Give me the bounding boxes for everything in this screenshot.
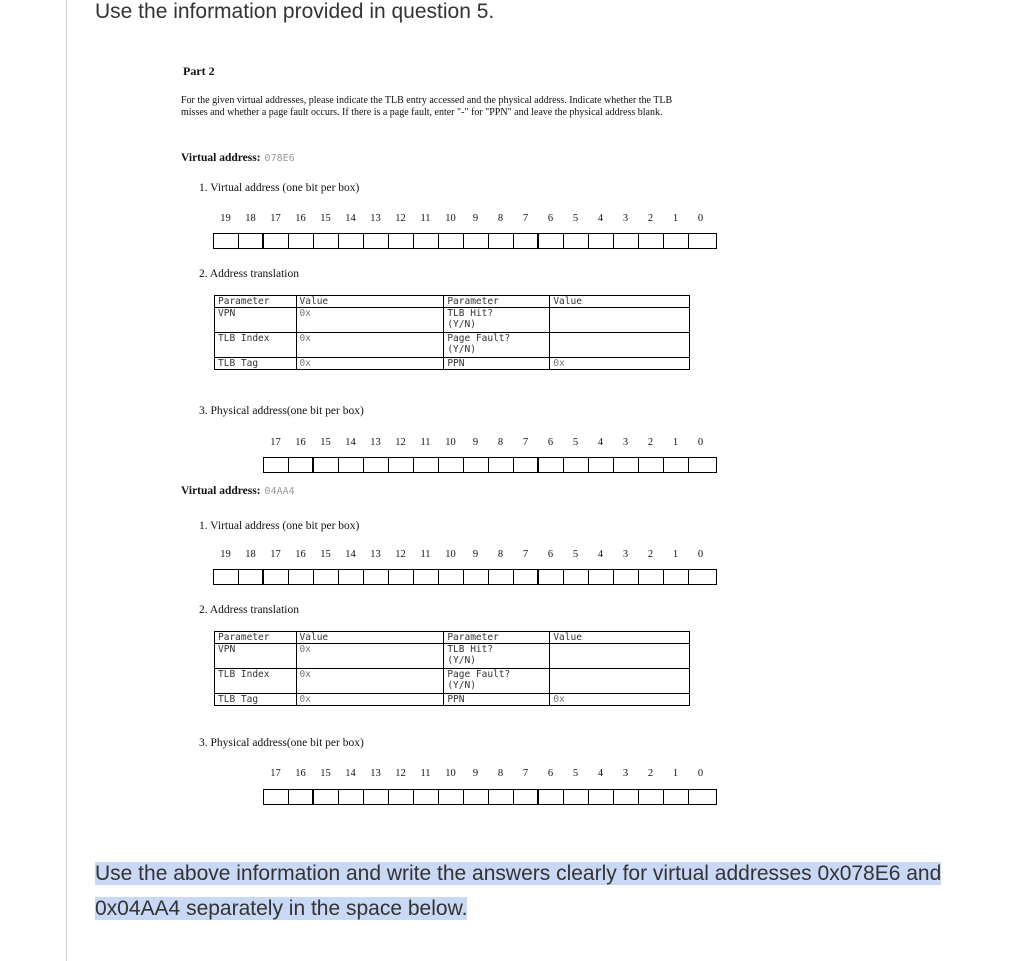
bit-number: 16 bbox=[295, 213, 306, 224]
bit-number: 5 bbox=[572, 768, 579, 779]
bit-box[interactable] bbox=[439, 458, 464, 472]
bit-number: 0 bbox=[697, 549, 704, 560]
bit-number: 15 bbox=[320, 213, 331, 224]
bit-box[interactable] bbox=[614, 790, 639, 804]
bit-number: 15 bbox=[320, 549, 331, 560]
bit-number: 7 bbox=[522, 213, 529, 224]
va-bit-numbers bbox=[213, 549, 713, 563]
page-fault-label: Page Fault? (Y/N) bbox=[444, 669, 550, 694]
bit-box[interactable] bbox=[439, 234, 464, 248]
bit-number: 4 bbox=[597, 213, 604, 224]
bit-box[interactable] bbox=[689, 234, 714, 248]
bit-box[interactable] bbox=[489, 790, 514, 804]
va-bit-boxes[interactable] bbox=[213, 233, 717, 249]
bit-box[interactable] bbox=[314, 234, 339, 248]
bit-number: 17 bbox=[270, 437, 281, 448]
bit-box[interactable] bbox=[339, 790, 364, 804]
bit-box[interactable] bbox=[639, 234, 664, 248]
bit-number: 10 bbox=[445, 213, 456, 224]
bit-box[interactable] bbox=[514, 790, 539, 804]
bit-number: 13 bbox=[370, 437, 381, 448]
bit-box[interactable] bbox=[539, 458, 564, 472]
bit-box[interactable] bbox=[564, 234, 589, 248]
bit-box[interactable] bbox=[414, 234, 439, 248]
bit-box[interactable] bbox=[389, 234, 414, 248]
bit-box[interactable] bbox=[564, 570, 589, 584]
bit-box[interactable] bbox=[339, 234, 364, 248]
vpn-label: VPN bbox=[215, 644, 297, 669]
bit-box[interactable] bbox=[289, 790, 314, 804]
bit-box[interactable] bbox=[489, 458, 514, 472]
bit-box[interactable] bbox=[489, 570, 514, 584]
vpn-value[interactable]: 0x bbox=[296, 644, 444, 669]
bit-number: 0 bbox=[697, 768, 704, 779]
bit-box[interactable] bbox=[264, 570, 289, 584]
bit-box[interactable] bbox=[339, 570, 364, 584]
bit-box[interactable] bbox=[539, 790, 564, 804]
bit-box[interactable] bbox=[339, 458, 364, 472]
vpn-label: VPN bbox=[215, 308, 297, 333]
bit-number: 3 bbox=[622, 768, 629, 779]
bit-number: 1 bbox=[672, 437, 679, 448]
tlb-index-value[interactable]: 0x bbox=[296, 333, 444, 358]
bit-number: 10 bbox=[445, 549, 456, 560]
page-fault-label: Page Fault? (Y/N) bbox=[444, 333, 550, 358]
step-physical-address: 3. Physical address(one bit per box) bbox=[199, 405, 364, 417]
bit-number: 11 bbox=[420, 437, 431, 448]
bit-box[interactable] bbox=[664, 234, 689, 248]
bit-box[interactable] bbox=[664, 790, 689, 804]
tlb-hit-label: TLB Hit? (Y/N) bbox=[444, 644, 550, 669]
ppn-value[interactable]: 0x bbox=[550, 694, 690, 706]
bit-box[interactable] bbox=[664, 458, 689, 472]
bit-number: 7 bbox=[522, 549, 529, 560]
param-header: Parameter bbox=[444, 632, 550, 644]
bit-box[interactable] bbox=[464, 790, 489, 804]
bit-box[interactable] bbox=[539, 570, 564, 584]
param-header: Parameter bbox=[215, 296, 297, 308]
bit-number: 14 bbox=[345, 768, 356, 779]
bit-number: 12 bbox=[395, 213, 406, 224]
tlb-hit-value[interactable] bbox=[550, 308, 690, 333]
bit-number: 17 bbox=[270, 549, 281, 560]
bit-number: 13 bbox=[370, 213, 381, 224]
bit-box[interactable] bbox=[464, 458, 489, 472]
bit-box[interactable] bbox=[239, 570, 264, 584]
bit-number: 2 bbox=[647, 213, 654, 224]
value-header: Value bbox=[296, 296, 444, 308]
bit-number: 18 bbox=[245, 213, 256, 224]
bit-number: 2 bbox=[647, 437, 654, 448]
pa-bit-boxes[interactable] bbox=[263, 457, 717, 473]
bit-number: 14 bbox=[345, 437, 356, 448]
ppn-label: PPN bbox=[444, 694, 550, 706]
bit-number: 6 bbox=[547, 768, 554, 779]
tlb-hit-value[interactable] bbox=[550, 644, 690, 669]
pa-bit-numbers bbox=[263, 768, 713, 782]
va-label: Virtual address: bbox=[181, 485, 261, 497]
bit-number: 3 bbox=[622, 437, 629, 448]
param-header: Parameter bbox=[215, 632, 297, 644]
bit-box[interactable] bbox=[414, 458, 439, 472]
part-title: Part 2 bbox=[183, 64, 215, 78]
bit-number: 9 bbox=[472, 768, 479, 779]
bit-box[interactable] bbox=[564, 790, 589, 804]
tlb-index-label: TLB Index bbox=[215, 669, 297, 694]
bit-number: 19 bbox=[220, 213, 231, 224]
bit-box[interactable] bbox=[639, 458, 664, 472]
bit-number: 14 bbox=[345, 549, 356, 560]
bit-box[interactable] bbox=[264, 790, 289, 804]
bit-number: 6 bbox=[547, 437, 554, 448]
bit-number: 17 bbox=[270, 213, 281, 224]
bit-number: 9 bbox=[472, 437, 479, 448]
bit-box[interactable] bbox=[514, 570, 539, 584]
bit-number: 6 bbox=[547, 549, 554, 560]
bit-number: 8 bbox=[497, 213, 504, 224]
value-header: Value bbox=[550, 632, 690, 644]
bit-box[interactable] bbox=[289, 234, 314, 248]
pa-bit-boxes[interactable] bbox=[263, 789, 717, 805]
bit-box[interactable] bbox=[214, 570, 239, 584]
bit-box[interactable] bbox=[439, 570, 464, 584]
vpn-value[interactable]: 0x bbox=[296, 308, 444, 333]
bit-box[interactable] bbox=[639, 790, 664, 804]
bit-number: 13 bbox=[370, 549, 381, 560]
ppn-value[interactable]: 0x bbox=[550, 358, 690, 370]
bit-number: 0 bbox=[697, 437, 704, 448]
ppn-label: PPN bbox=[444, 358, 550, 370]
bit-box[interactable] bbox=[364, 234, 389, 248]
bit-number: 8 bbox=[497, 437, 504, 448]
bit-box[interactable] bbox=[289, 458, 314, 472]
bit-box[interactable] bbox=[639, 570, 664, 584]
bit-number: 17 bbox=[270, 768, 281, 779]
bit-box[interactable] bbox=[389, 458, 414, 472]
bit-number: 10 bbox=[445, 437, 456, 448]
bit-box[interactable] bbox=[314, 570, 339, 584]
bit-box[interactable] bbox=[539, 234, 564, 248]
bit-box[interactable] bbox=[589, 570, 614, 584]
bit-number: 5 bbox=[572, 549, 579, 560]
virtual-address-label-1 bbox=[181, 152, 295, 164]
bit-box[interactable] bbox=[364, 790, 389, 804]
instructions: For the given virtual addresses, please indicate the TLB entry accessed and the physical address. Indicate whether the TLB misses and whether a page fault occurs. If there is a page fault, enter "-" for "PPN" and leave the physical address blank. bbox=[181, 95, 673, 118]
bit-number: 16 bbox=[295, 549, 306, 560]
bit-box[interactable] bbox=[239, 234, 264, 248]
bit-number: 3 bbox=[622, 549, 629, 560]
tlb-tag-label: TLB Tag bbox=[215, 694, 297, 706]
bit-number: 4 bbox=[597, 549, 604, 560]
step-address-translation: 2. Address translation bbox=[199, 268, 299, 280]
value-header: Value bbox=[296, 632, 444, 644]
bit-number: 8 bbox=[497, 768, 504, 779]
bit-number: 16 bbox=[295, 437, 306, 448]
bit-number: 2 bbox=[647, 549, 654, 560]
address-translation-table bbox=[214, 631, 690, 706]
bit-number: 1 bbox=[672, 213, 679, 224]
question-heading: Use the information provided in question 5. bbox=[95, 0, 495, 23]
bit-number: 5 bbox=[572, 213, 579, 224]
bit-box[interactable] bbox=[589, 790, 614, 804]
tlb-tag-value[interactable]: 0x bbox=[296, 358, 444, 370]
step-virtual-address: 1. Virtual address (one bit per box) bbox=[199, 182, 360, 194]
va-bit-boxes[interactable] bbox=[213, 569, 717, 585]
tlb-tag-value[interactable]: 0x bbox=[296, 694, 444, 706]
step-virtual-address: 1. Virtual address (one bit per box) bbox=[199, 520, 360, 532]
bit-box[interactable] bbox=[564, 458, 589, 472]
bit-number: 2 bbox=[647, 768, 654, 779]
bit-box[interactable] bbox=[264, 458, 289, 472]
bit-box[interactable] bbox=[314, 458, 339, 472]
address-translation-table bbox=[214, 295, 690, 370]
bit-number: 12 bbox=[395, 549, 406, 560]
tlb-index-value[interactable]: 0x bbox=[296, 669, 444, 694]
bit-number: 6 bbox=[547, 213, 554, 224]
bit-number: 8 bbox=[497, 549, 504, 560]
page-fault-value[interactable] bbox=[550, 669, 690, 694]
bit-number: 19 bbox=[220, 549, 231, 560]
bit-number: 12 bbox=[395, 768, 406, 779]
virtual-address-value: 078E6 bbox=[264, 153, 295, 164]
answer-prompt: Use the above information and write the answers clearly for virtual addresses 0x078E6 and 0x04AA4 separately in the space below. bbox=[95, 862, 942, 920]
va-bit-numbers bbox=[213, 213, 713, 227]
bit-number: 18 bbox=[245, 549, 256, 560]
bit-box[interactable] bbox=[214, 234, 239, 248]
bit-number: 4 bbox=[597, 437, 604, 448]
bit-box[interactable] bbox=[514, 234, 539, 248]
bit-number: 1 bbox=[672, 549, 679, 560]
virtual-address-label-2 bbox=[181, 485, 295, 497]
bit-number: 16 bbox=[295, 768, 306, 779]
bit-box[interactable] bbox=[364, 458, 389, 472]
bit-number: 13 bbox=[370, 768, 381, 779]
bit-box[interactable] bbox=[689, 570, 714, 584]
bit-box[interactable] bbox=[689, 458, 714, 472]
tlb-tag-label: TLB Tag bbox=[215, 358, 297, 370]
bit-number: 11 bbox=[420, 768, 431, 779]
bit-number: 1 bbox=[672, 768, 679, 779]
bit-box[interactable] bbox=[364, 570, 389, 584]
bit-number: 0 bbox=[697, 213, 704, 224]
step-physical-address: 3. Physical address(one bit per box) bbox=[199, 737, 364, 749]
page-fault-value[interactable] bbox=[550, 333, 690, 358]
param-header: Parameter bbox=[444, 296, 550, 308]
bit-box[interactable] bbox=[514, 458, 539, 472]
pa-bit-numbers bbox=[263, 437, 713, 451]
bit-box[interactable] bbox=[314, 790, 339, 804]
bit-number: 9 bbox=[472, 549, 479, 560]
bit-box[interactable] bbox=[489, 234, 514, 248]
bit-number: 15 bbox=[320, 768, 331, 779]
bit-number: 9 bbox=[472, 213, 479, 224]
bit-number: 11 bbox=[420, 549, 431, 560]
bit-box[interactable] bbox=[464, 570, 489, 584]
bit-box[interactable] bbox=[414, 790, 439, 804]
tlb-index-label: TLB Index bbox=[215, 333, 297, 358]
bit-number: 5 bbox=[572, 437, 579, 448]
bit-number: 4 bbox=[597, 768, 604, 779]
tlb-hit-label: TLB Hit? (Y/N) bbox=[444, 308, 550, 333]
bit-box[interactable] bbox=[414, 570, 439, 584]
bit-box[interactable] bbox=[589, 458, 614, 472]
bit-box[interactable] bbox=[689, 790, 714, 804]
bit-box[interactable] bbox=[664, 570, 689, 584]
bit-number: 14 bbox=[345, 213, 356, 224]
virtual-address-value: 04AA4 bbox=[264, 486, 295, 497]
bit-number: 7 bbox=[522, 768, 529, 779]
step-address-translation: 2. Address translation bbox=[199, 604, 299, 616]
bit-number: 11 bbox=[420, 213, 431, 224]
bit-box[interactable] bbox=[389, 570, 414, 584]
bit-box[interactable] bbox=[289, 570, 314, 584]
bit-number: 7 bbox=[522, 437, 529, 448]
bit-box[interactable] bbox=[614, 458, 639, 472]
bit-box[interactable] bbox=[589, 234, 614, 248]
bit-number: 15 bbox=[320, 437, 331, 448]
bit-box[interactable] bbox=[614, 570, 639, 584]
bit-box[interactable] bbox=[264, 234, 289, 248]
va-label: Virtual address: bbox=[181, 152, 261, 164]
bit-number: 3 bbox=[622, 213, 629, 224]
bit-number: 12 bbox=[395, 437, 406, 448]
bit-box[interactable] bbox=[389, 790, 414, 804]
bit-number: 10 bbox=[445, 768, 456, 779]
value-header: Value bbox=[550, 296, 690, 308]
bit-box[interactable] bbox=[464, 234, 489, 248]
bit-box[interactable] bbox=[439, 790, 464, 804]
bit-box[interactable] bbox=[614, 234, 639, 248]
content-border bbox=[66, 0, 67, 961]
